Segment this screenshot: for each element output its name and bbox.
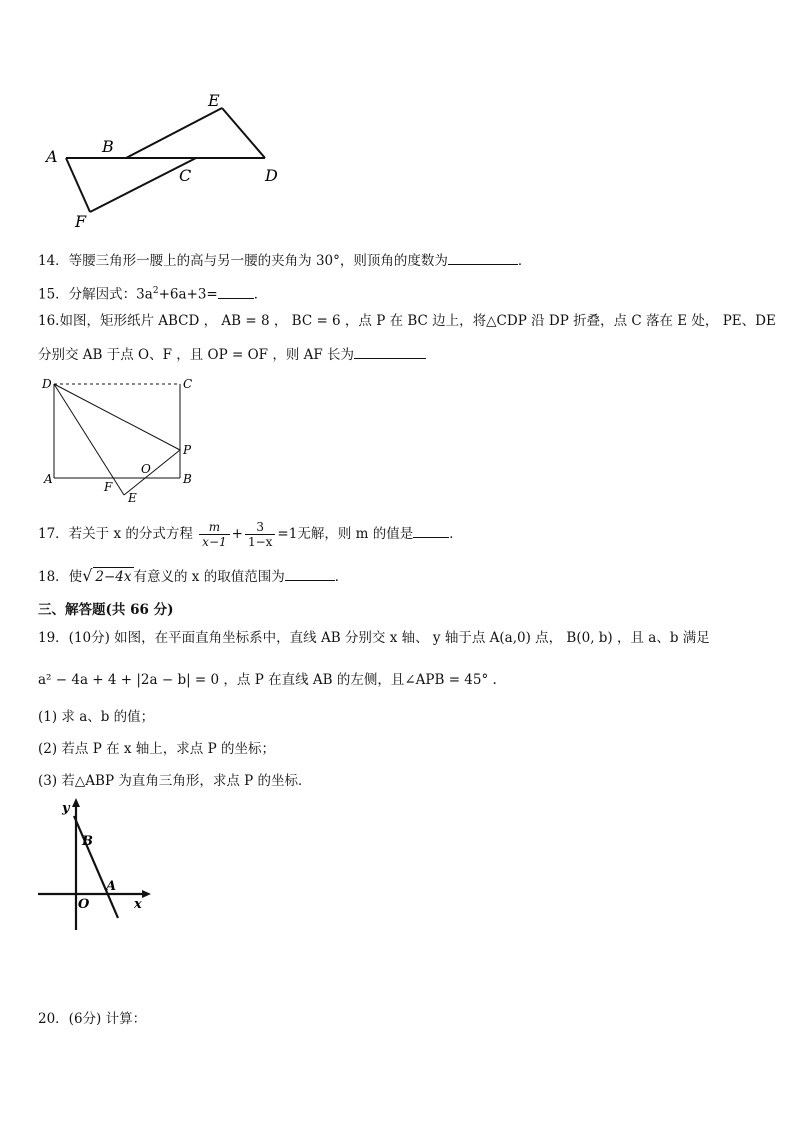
question-16-line1: 16.如图，矩形纸片 ABCD ， AB = 8 ， BC = 6 ，点 P 在 BC 边上，将△CDP 沿 DP 折叠，点 C 落在 E 处， PE、DE: [38, 313, 776, 329]
label-O: O: [141, 462, 151, 476]
label-y: y: [62, 801, 70, 816]
label-B: B: [183, 472, 192, 486]
label-P: P: [183, 443, 192, 457]
question-18: 18．使√ 2−4x 有意义的 x 的取值范围为 ．: [38, 566, 349, 585]
question-14-text: 14．等腰三角形一腰上的高与另一腰的夹角为 30°，则顶角的度数为: [38, 253, 448, 269]
question-19-sub1: (1) 求 a、b 的值；: [38, 709, 155, 725]
label-F: F: [75, 212, 87, 231]
y-axis-arrow-icon: [72, 798, 80, 807]
label-B: B: [82, 834, 93, 849]
figure-q13: [40, 92, 290, 232]
section-title: 三、解答题(共 66 分): [38, 602, 174, 618]
label-E: E: [208, 92, 220, 110]
figure-q16: [38, 372, 208, 507]
label-A: A: [44, 472, 53, 486]
answer-blank-14[interactable]: [448, 250, 518, 265]
question-17: 17．若关于 x 的分式方程 $\frac{m}{x-1}$ + $\frac{3}{1-x}$ =1无解，则 m 的值是 ．: [38, 520, 463, 549]
fraction-1: $\frac{m}{x-1}$: [199, 520, 229, 549]
question-19-line1: 19．(10分) 如图，在平面直角坐标系中，直线 AB 分别交 x 轴、 y 轴于点 A(a,0) 点， B(0, b) ，且 a、b 满足: [38, 630, 710, 646]
label-x: x: [134, 897, 142, 912]
question-15: 15．分解因式：$3a^2+6a+3=$ ．: [38, 282, 267, 304]
answer-blank-17[interactable]: [413, 523, 449, 538]
x-axis-arrow-icon: [142, 890, 151, 898]
answer-blank-15[interactable]: [218, 284, 254, 299]
label-C: C: [179, 166, 192, 185]
label-D: D: [265, 166, 278, 185]
label-A: A: [46, 147, 58, 166]
figure-q19: [34, 798, 159, 933]
question-19-sub3: (3) 若△ABP 为直角三角形，求点 P 的坐标．: [38, 773, 312, 789]
sqrt-icon: √: [82, 566, 93, 585]
fraction-2: $\frac{3}{1-x}$: [245, 520, 275, 549]
question-19-sub2: (2) 若点 P 在 x 轴上，求点 P 的坐标；: [38, 741, 275, 757]
label-O: O: [78, 897, 90, 912]
question-20: 20．(6分) 计算：: [38, 1011, 147, 1027]
label-C: C: [183, 377, 193, 391]
answer-blank-18[interactable]: [285, 566, 335, 581]
label-E: E: [128, 491, 137, 505]
question-14: 14．等腰三角形一腰上的高与另一腰的夹角为 30°，则顶角的度数为 ．: [38, 250, 531, 270]
question-16-line2: 分别交 AB 于点 O、F ，且 OP = OF ，则 AF 长为: [38, 344, 426, 364]
label-A: A: [106, 879, 117, 894]
label-D: D: [42, 377, 52, 391]
label-F: F: [104, 480, 113, 494]
answer-blank-16[interactable]: [354, 344, 426, 359]
label-B: B: [102, 137, 114, 156]
question-19-line2: a² − 4a + 4 + |2a − b| = 0 ，点 P 在直线 AB 的左侧，且∠APB = 45° .: [38, 672, 497, 688]
